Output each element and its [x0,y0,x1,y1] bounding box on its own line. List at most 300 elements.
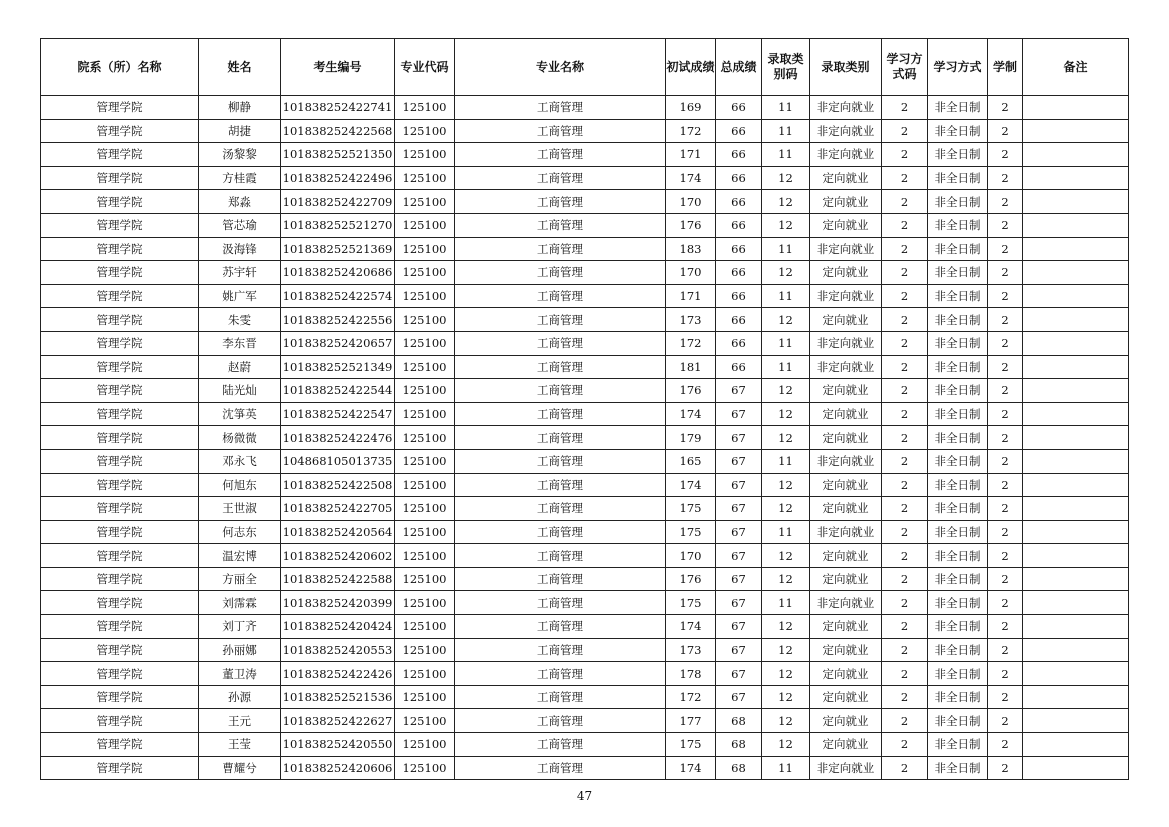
cell-admission-type-code: 12 [762,308,810,332]
cell-study-mode: 非全日制 [928,615,988,639]
cell-total-score: 67 [716,449,762,473]
header-total-score: 总成绩 [716,39,762,96]
cell-remarks [1023,213,1129,237]
cell-total-score: 67 [716,497,762,521]
cell-duration: 2 [988,331,1023,355]
cell-study-mode-code: 2 [882,638,928,662]
cell-department: 管理学院 [41,520,199,544]
table-row [41,355,1129,379]
cell-initial-score: 179 [666,426,716,450]
cell-candidate-id: 101838252422741 [281,96,395,120]
cell-initial-score: 172 [666,685,716,709]
cell-study-mode-code: 2 [882,284,928,308]
cell-remarks [1023,143,1129,167]
cell-admission-type: 定向就业 [810,733,882,757]
cell-candidate-id: 101838252420553 [281,638,395,662]
cell-study-mode-code: 2 [882,331,928,355]
cell-admission-type-code: 12 [762,709,810,733]
cell-total-score: 66 [716,284,762,308]
cell-name: 柳静 [199,96,281,120]
cell-name: 朱雯 [199,308,281,332]
cell-remarks [1023,756,1129,780]
table-row [41,638,1129,662]
cell-initial-score: 173 [666,638,716,662]
cell-major-code: 125100 [395,520,455,544]
cell-study-mode-code: 2 [882,662,928,686]
cell-candidate-id: 101838252422426 [281,662,395,686]
cell-total-score: 67 [716,473,762,497]
cell-duration: 2 [988,379,1023,403]
cell-department: 管理学院 [41,143,199,167]
header-duration: 学制 [988,39,1023,96]
table-row [41,237,1129,261]
cell-initial-score: 174 [666,756,716,780]
cell-total-score: 67 [716,638,762,662]
cell-admission-type-code: 11 [762,355,810,379]
cell-remarks [1023,733,1129,757]
cell-admission-type-code: 12 [762,166,810,190]
table-header [41,39,1129,96]
cell-candidate-id: 101838252420657 [281,331,395,355]
cell-major-code: 125100 [395,685,455,709]
cell-study-mode: 非全日制 [928,685,988,709]
cell-admission-type-code: 11 [762,237,810,261]
cell-name: 方丽全 [199,567,281,591]
cell-total-score: 67 [716,685,762,709]
cell-major-code: 125100 [395,662,455,686]
cell-department: 管理学院 [41,308,199,332]
cell-name: 曹耀兮 [199,756,281,780]
cell-major-code: 125100 [395,166,455,190]
cell-total-score: 67 [716,662,762,686]
cell-candidate-id: 101838252521369 [281,237,395,261]
cell-admission-type-code: 12 [762,544,810,568]
cell-remarks [1023,615,1129,639]
cell-name: 胡捷 [199,119,281,143]
cell-major-code: 125100 [395,402,455,426]
cell-total-score: 67 [716,615,762,639]
cell-name: 王莹 [199,733,281,757]
cell-remarks [1023,662,1129,686]
cell-duration: 2 [988,308,1023,332]
cell-admission-type: 定向就业 [810,308,882,332]
cell-remarks [1023,709,1129,733]
cell-major-name: 工商管理 [455,119,666,143]
cell-initial-score: 176 [666,567,716,591]
cell-remarks [1023,638,1129,662]
cell-initial-score: 175 [666,520,716,544]
cell-admission-type-code: 11 [762,520,810,544]
cell-department: 管理学院 [41,685,199,709]
cell-candidate-id: 101838252422627 [281,709,395,733]
cell-candidate-id: 101838252521536 [281,685,395,709]
cell-study-mode: 非全日制 [928,662,988,686]
cell-admission-type: 定向就业 [810,261,882,285]
table-row [41,756,1129,780]
cell-admission-type-code: 12 [762,638,810,662]
table-row [41,379,1129,403]
cell-initial-score: 173 [666,308,716,332]
cell-study-mode: 非全日制 [928,638,988,662]
cell-duration: 2 [988,709,1023,733]
table-row [41,520,1129,544]
cell-initial-score: 183 [666,237,716,261]
cell-total-score: 68 [716,756,762,780]
cell-study-mode-code: 2 [882,402,928,426]
cell-department: 管理学院 [41,709,199,733]
cell-name: 刘霈霖 [199,591,281,615]
cell-name: 刘丁齐 [199,615,281,639]
cell-name: 郑淼 [199,190,281,214]
cell-major-name: 工商管理 [455,615,666,639]
table-row [41,497,1129,521]
table-row [41,213,1129,237]
cell-duration: 2 [988,284,1023,308]
cell-initial-score: 181 [666,355,716,379]
cell-admission-type-code: 12 [762,615,810,639]
cell-major-name: 工商管理 [455,237,666,261]
cell-major-code: 125100 [395,96,455,120]
cell-candidate-id: 101838252422709 [281,190,395,214]
cell-total-score: 66 [716,331,762,355]
cell-candidate-id: 101838252420606 [281,756,395,780]
cell-admission-type-code: 12 [762,190,810,214]
cell-name: 汲海锋 [199,237,281,261]
cell-major-name: 工商管理 [455,143,666,167]
cell-major-code: 125100 [395,638,455,662]
cell-admission-type: 非定向就业 [810,284,882,308]
cell-name: 温宏博 [199,544,281,568]
cell-total-score: 66 [716,213,762,237]
cell-admission-type-code: 12 [762,685,810,709]
cell-major-name: 工商管理 [455,733,666,757]
cell-remarks [1023,96,1129,120]
cell-remarks [1023,190,1129,214]
table-row [41,143,1129,167]
cell-duration: 2 [988,96,1023,120]
cell-study-mode-code: 2 [882,567,928,591]
cell-major-name: 工商管理 [455,213,666,237]
cell-department: 管理学院 [41,237,199,261]
cell-major-name: 工商管理 [455,331,666,355]
cell-study-mode: 非全日制 [928,402,988,426]
cell-admission-type: 定向就业 [810,213,882,237]
cell-study-mode-code: 2 [882,591,928,615]
cell-initial-score: 172 [666,331,716,355]
cell-admission-type-code: 12 [762,497,810,521]
cell-admission-type: 定向就业 [810,544,882,568]
table-row [41,190,1129,214]
cell-name: 赵蔚 [199,355,281,379]
cell-department: 管理学院 [41,756,199,780]
cell-remarks [1023,402,1129,426]
cell-department: 管理学院 [41,497,199,521]
cell-major-name: 工商管理 [455,638,666,662]
cell-major-code: 125100 [395,308,455,332]
cell-name: 汤黎黎 [199,143,281,167]
cell-admission-type-code: 12 [762,379,810,403]
cell-admission-type-code: 11 [762,143,810,167]
cell-major-code: 125100 [395,237,455,261]
cell-initial-score: 172 [666,119,716,143]
cell-admission-type-code: 12 [762,662,810,686]
cell-major-code: 125100 [395,497,455,521]
header-candidate-id: 考生编号 [281,39,395,96]
cell-initial-score: 174 [666,402,716,426]
cell-initial-score: 169 [666,96,716,120]
cell-admission-type: 非定向就业 [810,119,882,143]
cell-admission-type-code: 11 [762,756,810,780]
cell-study-mode: 非全日制 [928,237,988,261]
cell-duration: 2 [988,756,1023,780]
table-row [41,284,1129,308]
cell-major-name: 工商管理 [455,520,666,544]
cell-study-mode: 非全日制 [928,96,988,120]
cell-remarks [1023,331,1129,355]
cell-admission-type: 定向就业 [810,615,882,639]
cell-admission-type: 非定向就业 [810,591,882,615]
cell-candidate-id: 101838252422544 [281,379,395,403]
header-name: 姓名 [199,39,281,96]
cell-admission-type: 定向就业 [810,402,882,426]
cell-total-score: 66 [716,190,762,214]
cell-admission-type-code: 12 [762,426,810,450]
cell-total-score: 67 [716,591,762,615]
cell-candidate-id: 101838252422496 [281,166,395,190]
table-row [41,733,1129,757]
cell-major-code: 125100 [395,331,455,355]
cell-study-mode-code: 2 [882,520,928,544]
cell-department: 管理学院 [41,449,199,473]
cell-duration: 2 [988,166,1023,190]
cell-remarks [1023,520,1129,544]
table-row [41,308,1129,332]
cell-total-score: 67 [716,544,762,568]
cell-admission-type-code: 11 [762,591,810,615]
cell-candidate-id: 101838252420399 [281,591,395,615]
cell-major-code: 125100 [395,119,455,143]
cell-department: 管理学院 [41,284,199,308]
cell-study-mode-code: 2 [882,709,928,733]
cell-study-mode-code: 2 [882,473,928,497]
cell-admission-type: 非定向就业 [810,756,882,780]
cell-name: 杨微微 [199,426,281,450]
table-row [41,402,1129,426]
cell-candidate-id: 101838252420550 [281,733,395,757]
cell-study-mode-code: 2 [882,379,928,403]
cell-admission-type: 定向就业 [810,567,882,591]
cell-study-mode-code: 2 [882,119,928,143]
cell-remarks [1023,355,1129,379]
table-row [41,709,1129,733]
cell-study-mode: 非全日制 [928,756,988,780]
header-admission-type: 录取类别 [810,39,882,96]
cell-study-mode: 非全日制 [928,119,988,143]
cell-study-mode: 非全日制 [928,567,988,591]
cell-admission-type: 非定向就业 [810,96,882,120]
cell-initial-score: 174 [666,615,716,639]
cell-initial-score: 175 [666,497,716,521]
header-major-code: 专业代码 [395,39,455,96]
cell-admission-type: 定向就业 [810,709,882,733]
cell-major-name: 工商管理 [455,473,666,497]
cell-major-name: 工商管理 [455,308,666,332]
cell-duration: 2 [988,591,1023,615]
cell-name: 董卫涛 [199,662,281,686]
cell-department: 管理学院 [41,355,199,379]
table-row [41,473,1129,497]
cell-duration: 2 [988,567,1023,591]
cell-department: 管理学院 [41,379,199,403]
cell-remarks [1023,237,1129,261]
cell-duration: 2 [988,190,1023,214]
table-row [41,261,1129,285]
cell-name: 姚广军 [199,284,281,308]
cell-major-name: 工商管理 [455,497,666,521]
cell-department: 管理学院 [41,544,199,568]
cell-duration: 2 [988,520,1023,544]
header-department: 院系（所）名称 [41,39,199,96]
table-row [41,331,1129,355]
cell-total-score: 68 [716,709,762,733]
cell-admission-type: 非定向就业 [810,355,882,379]
cell-study-mode-code: 2 [882,96,928,120]
cell-name: 管芯瑜 [199,213,281,237]
cell-admission-type-code: 12 [762,261,810,285]
cell-duration: 2 [988,261,1023,285]
cell-admission-type: 非定向就业 [810,331,882,355]
cell-study-mode-code: 2 [882,544,928,568]
cell-major-name: 工商管理 [455,567,666,591]
cell-major-code: 125100 [395,379,455,403]
cell-major-name: 工商管理 [455,544,666,568]
cell-study-mode-code: 2 [882,355,928,379]
table-row [41,544,1129,568]
header-major-name: 专业名称 [455,39,666,96]
cell-admission-type-code: 11 [762,331,810,355]
cell-study-mode: 非全日制 [928,190,988,214]
cell-candidate-id: 101838252420564 [281,520,395,544]
cell-study-mode: 非全日制 [928,331,988,355]
cell-department: 管理学院 [41,473,199,497]
cell-remarks [1023,449,1129,473]
cell-total-score: 66 [716,143,762,167]
cell-major-code: 125100 [395,190,455,214]
cell-remarks [1023,567,1129,591]
cell-admission-type-code: 11 [762,449,810,473]
cell-major-name: 工商管理 [455,166,666,190]
cell-duration: 2 [988,638,1023,662]
cell-major-code: 125100 [395,591,455,615]
cell-initial-score: 170 [666,544,716,568]
cell-major-name: 工商管理 [455,355,666,379]
cell-study-mode: 非全日制 [928,709,988,733]
cell-name: 孙丽娜 [199,638,281,662]
cell-duration: 2 [988,213,1023,237]
cell-remarks [1023,473,1129,497]
cell-admission-type: 非定向就业 [810,449,882,473]
table-row [41,449,1129,473]
cell-candidate-id: 101838252422547 [281,402,395,426]
cell-major-name: 工商管理 [455,96,666,120]
cell-major-code: 125100 [395,473,455,497]
cell-study-mode-code: 2 [882,213,928,237]
cell-study-mode: 非全日制 [928,355,988,379]
cell-major-name: 工商管理 [455,426,666,450]
cell-admission-type: 定向就业 [810,497,882,521]
cell-study-mode: 非全日制 [928,544,988,568]
cell-study-mode-code: 2 [882,685,928,709]
cell-duration: 2 [988,449,1023,473]
header-initial-score: 初试成绩 [666,39,716,96]
cell-initial-score: 176 [666,379,716,403]
cell-major-code: 125100 [395,261,455,285]
cell-department: 管理学院 [41,331,199,355]
cell-study-mode: 非全日制 [928,213,988,237]
cell-remarks [1023,426,1129,450]
cell-initial-score: 170 [666,261,716,285]
cell-study-mode-code: 2 [882,615,928,639]
cell-study-mode: 非全日制 [928,426,988,450]
cell-name: 王世淑 [199,497,281,521]
cell-duration: 2 [988,402,1023,426]
cell-major-code: 125100 [395,567,455,591]
cell-study-mode-code: 2 [882,237,928,261]
cell-admission-type: 非定向就业 [810,520,882,544]
table-row [41,426,1129,450]
table-row [41,119,1129,143]
cell-admission-type-code: 12 [762,567,810,591]
cell-total-score: 67 [716,520,762,544]
cell-major-code: 125100 [395,143,455,167]
cell-admission-type-code: 11 [762,96,810,120]
cell-study-mode-code: 2 [882,190,928,214]
cell-major-name: 工商管理 [455,379,666,403]
cell-department: 管理学院 [41,591,199,615]
cell-admission-type: 定向就业 [810,426,882,450]
cell-major-name: 工商管理 [455,709,666,733]
cell-admission-type: 定向就业 [810,166,882,190]
cell-major-code: 125100 [395,449,455,473]
cell-major-code: 125100 [395,426,455,450]
table-row [41,567,1129,591]
cell-candidate-id: 101838252422705 [281,497,395,521]
cell-study-mode: 非全日制 [928,284,988,308]
cell-candidate-id: 101838252521350 [281,143,395,167]
cell-study-mode: 非全日制 [928,733,988,757]
cell-department: 管理学院 [41,261,199,285]
cell-study-mode-code: 2 [882,426,928,450]
cell-study-mode: 非全日制 [928,308,988,332]
cell-total-score: 66 [716,308,762,332]
table-row [41,662,1129,686]
cell-name: 邓永飞 [199,449,281,473]
cell-department: 管理学院 [41,733,199,757]
cell-department: 管理学院 [41,96,199,120]
admission-table [40,38,1129,780]
cell-study-mode: 非全日制 [928,591,988,615]
cell-candidate-id: 104868105013735 [281,449,395,473]
cell-admission-type: 定向就业 [810,379,882,403]
cell-major-name: 工商管理 [455,284,666,308]
cell-remarks [1023,284,1129,308]
cell-remarks [1023,497,1129,521]
cell-department: 管理学院 [41,567,199,591]
cell-major-code: 125100 [395,615,455,639]
cell-admission-type-code: 12 [762,733,810,757]
cell-major-code: 125100 [395,544,455,568]
cell-duration: 2 [988,426,1023,450]
